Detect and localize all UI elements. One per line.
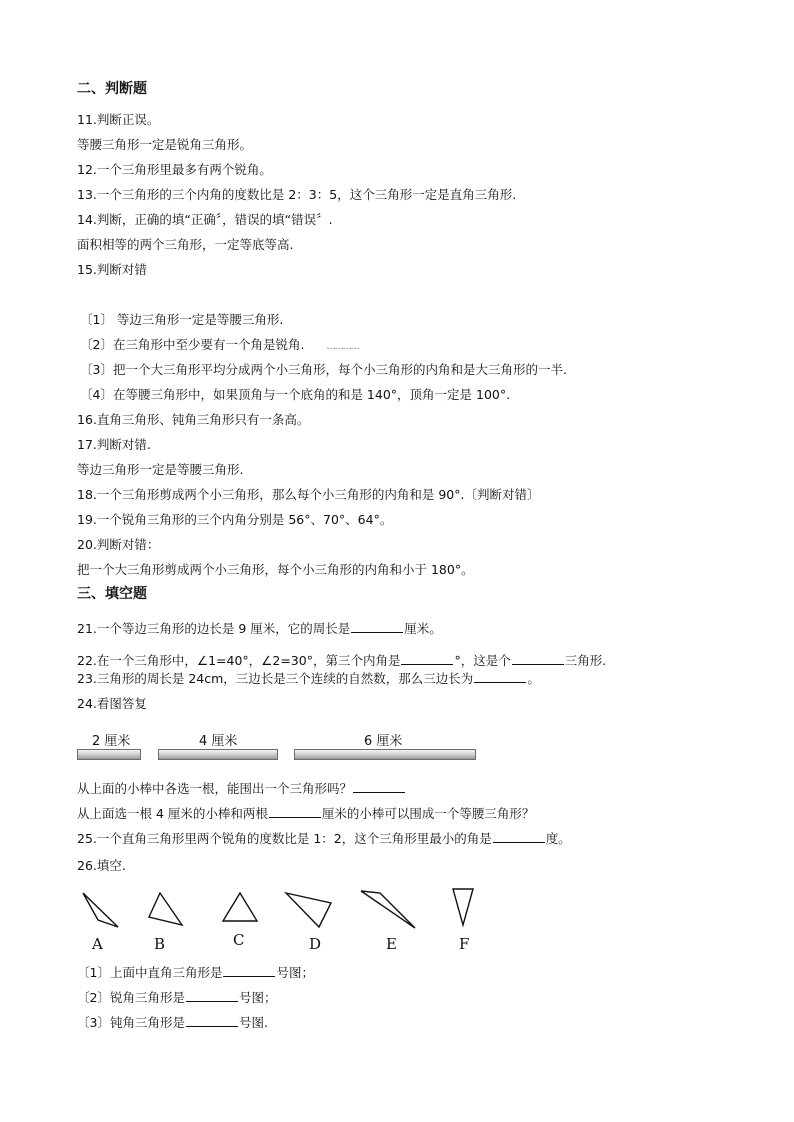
q24-question-2-end: 厘米的小棒可以围成一个等腰三角形？ bbox=[321, 806, 535, 821]
q21-unit: 厘米。 bbox=[404, 621, 442, 636]
q15-item-2 bbox=[80, 336, 358, 356]
q14-title: 14.判断，正确的填“正确〞，错误的填“错误〞. bbox=[77, 212, 333, 227]
q21 bbox=[77, 620, 442, 638]
q22-text-2: °，这是个 bbox=[454, 653, 511, 668]
q24-answer-blank-1[interactable] bbox=[353, 780, 405, 793]
q22-answer-blank-1[interactable] bbox=[401, 652, 453, 665]
q26-answer-blank-1[interactable] bbox=[223, 964, 275, 977]
q26-item-2-text: 〔2〕锐角三角形是 bbox=[77, 990, 185, 1005]
q21-answer-blank[interactable] bbox=[351, 620, 403, 633]
triangle-label-b: B bbox=[154, 935, 166, 953]
q22-text-3: 三角形. bbox=[564, 653, 607, 668]
q23-text: 23.三角形的周长是 24cm，三边长是三个连续的自然数，那么三边长为 bbox=[77, 671, 474, 686]
q15-item-4: 〔4〕在等腰三角形中，如果顶角与一个底角的和是 140°，顶角一定是 100°. bbox=[80, 387, 511, 402]
q23-end: 。 bbox=[527, 671, 540, 686]
q16: 16.直角三角形、钝角三角形只有一条高。 bbox=[77, 412, 310, 427]
triangle-d bbox=[283, 890, 335, 930]
q25-answer-blank[interactable] bbox=[493, 830, 545, 843]
q15-item-3: 〔3〕把一个大三角形平均分成两个小三角形，每个小三角形的内角和是大三角形的一半. bbox=[80, 362, 567, 377]
q18: 18.一个三角形剪成两个小三角形，那么每个小三角形的内角和是 90°.〔判断对错〕 bbox=[77, 487, 540, 502]
triangle-b bbox=[146, 890, 186, 930]
stick-label-4cm: 4 厘米 bbox=[199, 734, 238, 749]
q11-title: 11.判断正误。 bbox=[77, 112, 160, 127]
stick-label-6cm: 6 厘米 bbox=[364, 734, 403, 749]
q26-title: 26.填空. bbox=[77, 858, 126, 873]
q17-statement: 等边三角形一定是等腰三角形. bbox=[77, 462, 244, 477]
stick-6cm bbox=[294, 749, 476, 760]
q15-dots: ………… bbox=[326, 342, 359, 352]
q26-item-1-end: 号图； bbox=[276, 965, 314, 980]
q20-statement: 把一个大三角形剪成两个小三角形，每个小三角形的内角和小于 180°。 bbox=[77, 562, 474, 577]
q11-statement: 等腰三角形一定是锐角三角形。 bbox=[77, 137, 253, 152]
q25-text: 25.一个直角三角形里两个锐角的度数比是 1：2，这个三角形里最小的角是 bbox=[77, 831, 492, 846]
section-heading-fill-in: 三、填空题 bbox=[77, 586, 147, 602]
triangle-label-c: C bbox=[233, 931, 245, 949]
q15-item-1: 〔1〕 等边三角形一定是等腰三角形. bbox=[80, 312, 284, 327]
q26-item-1-text: 〔1〕上面中直角三角形是 bbox=[77, 965, 223, 980]
q26-item-2 bbox=[77, 989, 276, 1007]
q24-question-2-text: 从上面选一根 4 厘米的小棒和两根 bbox=[77, 806, 268, 821]
q14-statement: 面积相等的两个三角形，一定等底等高. bbox=[77, 237, 294, 252]
q24-question-1 bbox=[77, 780, 406, 798]
q24-answer-blank-2[interactable] bbox=[269, 805, 321, 818]
q25-unit: 度。 bbox=[545, 831, 571, 846]
triangle-label-f: F bbox=[459, 935, 470, 953]
triangle-label-d: D bbox=[309, 935, 322, 953]
q15-item-2-text: 〔2〕在三角形中至少要有一个角是锐角. bbox=[80, 337, 305, 352]
section-heading-judgement: 二、判断题 bbox=[77, 81, 147, 97]
triangle-label-e: E bbox=[386, 935, 397, 953]
q22 bbox=[77, 652, 606, 670]
q26-answer-blank-3[interactable] bbox=[186, 1014, 238, 1027]
stick-4cm bbox=[158, 749, 278, 760]
q26-item-3 bbox=[77, 1014, 268, 1032]
stick-label-2cm: 2 厘米 bbox=[92, 734, 131, 749]
q13: 13.一个三角形的三个内角的度数比是 2：3：5，这个三角形一定是直角三角形. bbox=[77, 187, 517, 202]
q26-item-2-end: 号图； bbox=[238, 990, 277, 1005]
triangle-label-a: A bbox=[92, 935, 103, 953]
q26-item-1 bbox=[77, 964, 314, 982]
q26-item-3-end: 号图. bbox=[238, 1015, 268, 1030]
q15-title: 15.判断对错 bbox=[77, 262, 147, 277]
q23 bbox=[77, 670, 540, 688]
q17-title: 17.判断对错. bbox=[77, 437, 151, 452]
q24-question-2 bbox=[77, 805, 534, 823]
triangle-a bbox=[80, 890, 122, 930]
q22-text-1: 22.在一个三角形中，∠1=40°，∠2=30°，第三个内角是 bbox=[77, 653, 401, 668]
q21-text: 21.一个等边三角形的边长是 9 厘米，它的周长是 bbox=[77, 621, 351, 636]
q22-answer-blank-2[interactable] bbox=[512, 652, 564, 665]
q23-answer-blank[interactable] bbox=[474, 670, 526, 683]
q26-item-3-text: 〔3〕钝角三角形是 bbox=[77, 1015, 185, 1030]
q20-title: 20.判断对错： bbox=[77, 537, 160, 552]
triangle-f bbox=[450, 886, 476, 928]
stick-2cm bbox=[77, 749, 141, 760]
q12: 12.一个三角形里最多有两个锐角。 bbox=[77, 162, 272, 177]
q25 bbox=[77, 830, 571, 848]
triangle-e bbox=[358, 888, 418, 932]
triangle-c bbox=[220, 890, 260, 924]
q24-title: 24.看图答复 bbox=[77, 696, 147, 711]
q24-question-1-text: 从上面的小棒中各选一根，能围出一个三角形吗？ bbox=[77, 781, 353, 796]
q26-answer-blank-2[interactable] bbox=[186, 989, 238, 1002]
q19: 19.一个锐角三角形的三个内角分别是 56°、70°、64°。 bbox=[77, 512, 393, 527]
